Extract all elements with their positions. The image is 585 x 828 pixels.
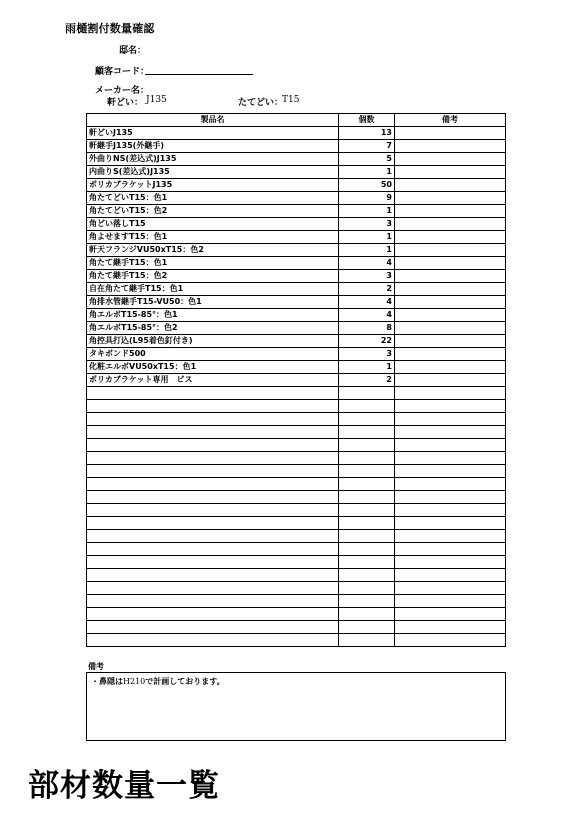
remarks-cell bbox=[395, 270, 506, 283]
remarks-cell bbox=[395, 296, 506, 309]
remarks-cell bbox=[395, 153, 506, 166]
product-name-cell: 角エルボT15-85°：色1 bbox=[87, 309, 339, 322]
remarks-cell bbox=[395, 543, 506, 556]
quantity-cell: 7 bbox=[339, 140, 395, 153]
product-name-cell: 自在角たて継手T15：色1 bbox=[87, 283, 339, 296]
table-row-empty bbox=[87, 491, 506, 504]
remarks-cell bbox=[395, 569, 506, 582]
product-name-cell bbox=[87, 556, 339, 569]
remarks-cell bbox=[395, 426, 506, 439]
maker-label: メーカー名： bbox=[95, 86, 149, 96]
notes-text-prefix: ・鼻隠は bbox=[91, 677, 123, 686]
quantity-cell bbox=[339, 439, 395, 452]
quantity-cell: 4 bbox=[339, 309, 395, 322]
table-row-empty bbox=[87, 530, 506, 543]
remarks-cell bbox=[395, 127, 506, 140]
remarks-cell bbox=[395, 374, 506, 387]
notes-text-value: H210 bbox=[123, 677, 146, 686]
quantity-cell: 1 bbox=[339, 231, 395, 244]
table-row-empty bbox=[87, 621, 506, 634]
table-row-empty bbox=[87, 504, 506, 517]
table-row bbox=[87, 322, 506, 335]
header-remarks: 備考 bbox=[395, 114, 506, 127]
product-name-cell: 角控具打込(L95着色釘付き) bbox=[87, 335, 339, 348]
quantity-cell: 22 bbox=[339, 335, 395, 348]
remarks-cell bbox=[395, 400, 506, 413]
table-row bbox=[87, 257, 506, 270]
quantity-cell: 1 bbox=[339, 205, 395, 218]
quantity-cell: 4 bbox=[339, 257, 395, 270]
quantity-cell bbox=[339, 621, 395, 634]
remarks-cell bbox=[395, 517, 506, 530]
quantity-cell: 1 bbox=[339, 166, 395, 179]
quantity-cell bbox=[339, 478, 395, 491]
product-name-cell: 内曲りS(差込式)J135 bbox=[87, 166, 339, 179]
product-name-cell: 角よせますT15：色1 bbox=[87, 231, 339, 244]
remarks-cell bbox=[395, 192, 506, 205]
quantity-cell bbox=[339, 608, 395, 621]
downspout-label: たてどい： bbox=[238, 98, 284, 108]
quantity-cell bbox=[339, 517, 395, 530]
quantity-cell: 8 bbox=[339, 322, 395, 335]
table-row bbox=[87, 218, 506, 231]
product-name-cell: 軒天フランジVU50xT15：色2 bbox=[87, 244, 339, 257]
remarks-cell bbox=[395, 218, 506, 231]
product-name-cell: 軒どいJ135 bbox=[87, 127, 339, 140]
quantity-cell bbox=[339, 543, 395, 556]
product-name-cell: 軒継手J135(外継手) bbox=[87, 140, 339, 153]
table-row-empty bbox=[87, 569, 506, 582]
product-name-cell: ポリカブラケット専用 ビス bbox=[87, 374, 339, 387]
document-title: 雨樋割付数量確認 bbox=[65, 22, 155, 35]
quantity-cell bbox=[339, 634, 395, 647]
remarks-cell bbox=[395, 413, 506, 426]
table-row-empty bbox=[87, 387, 506, 400]
product-name-cell bbox=[87, 530, 339, 543]
product-name-cell bbox=[87, 465, 339, 478]
notes-text-suffix: で計画しております。 bbox=[145, 677, 225, 686]
product-name-cell bbox=[87, 452, 339, 465]
remarks-cell bbox=[395, 257, 506, 270]
table-row bbox=[87, 153, 506, 166]
product-name-cell: 外曲りNS(差込式)J135 bbox=[87, 153, 339, 166]
product-name-cell bbox=[87, 478, 339, 491]
downspout-value: T15 bbox=[282, 95, 300, 105]
table-row bbox=[87, 270, 506, 283]
header-quantity: 個数 bbox=[339, 114, 395, 127]
quantity-cell bbox=[339, 491, 395, 504]
remarks-cell bbox=[395, 231, 506, 244]
page-caption: 部材数量一覧 bbox=[28, 768, 220, 804]
quantity-cell bbox=[339, 413, 395, 426]
remarks-cell bbox=[395, 595, 506, 608]
product-name-cell bbox=[87, 387, 339, 400]
remarks-cell bbox=[395, 309, 506, 322]
product-name-cell bbox=[87, 504, 339, 517]
remarks-cell bbox=[395, 205, 506, 218]
table-row-empty bbox=[87, 478, 506, 491]
table-row-empty bbox=[87, 582, 506, 595]
remarks-cell bbox=[395, 608, 506, 621]
quantity-cell: 3 bbox=[339, 348, 395, 361]
product-name-cell bbox=[87, 491, 339, 504]
notes-label: 備考 bbox=[88, 662, 104, 671]
product-name-cell bbox=[87, 426, 339, 439]
quantity-cell: 13 bbox=[339, 127, 395, 140]
header-product-name: 製品名 bbox=[87, 114, 339, 127]
quantity-cell bbox=[339, 595, 395, 608]
product-name-cell: タキボンド500 bbox=[87, 348, 339, 361]
table-row bbox=[87, 205, 506, 218]
table-row bbox=[87, 244, 506, 257]
product-name-cell: ポリカブラケットJ135 bbox=[87, 179, 339, 192]
product-name-cell: 角たて継手T15：色2 bbox=[87, 270, 339, 283]
product-name-cell: 角たてどいT15：色1 bbox=[87, 192, 339, 205]
eaves-gutter-value: J135 bbox=[146, 95, 167, 105]
quantity-cell: 2 bbox=[339, 374, 395, 387]
quantity-cell: 50 bbox=[339, 179, 395, 192]
product-name-cell: 角エルボT15-85°：色2 bbox=[87, 322, 339, 335]
product-name-cell bbox=[87, 543, 339, 556]
quantity-cell bbox=[339, 569, 395, 582]
parts-table bbox=[86, 113, 506, 647]
table-row-empty bbox=[87, 400, 506, 413]
quantity-cell: 1 bbox=[339, 361, 395, 374]
remarks-cell bbox=[395, 452, 506, 465]
table-row-empty bbox=[87, 413, 506, 426]
table-row bbox=[87, 296, 506, 309]
product-name-cell bbox=[87, 569, 339, 582]
table-row-empty bbox=[87, 517, 506, 530]
table-row bbox=[87, 192, 506, 205]
quantity-cell: 9 bbox=[339, 192, 395, 205]
product-name-cell bbox=[87, 608, 339, 621]
remarks-cell bbox=[395, 556, 506, 569]
notes-box bbox=[86, 672, 506, 741]
table-row-empty bbox=[87, 608, 506, 621]
table-row-empty bbox=[87, 543, 506, 556]
remarks-cell bbox=[395, 387, 506, 400]
table-row-empty bbox=[87, 556, 506, 569]
quantity-cell bbox=[339, 582, 395, 595]
table-row-empty bbox=[87, 452, 506, 465]
quantity-cell: 3 bbox=[339, 270, 395, 283]
table-row-empty bbox=[87, 465, 506, 478]
quantity-cell: 1 bbox=[339, 244, 395, 257]
quantity-cell: 3 bbox=[339, 218, 395, 231]
table-row bbox=[87, 361, 506, 374]
table-row bbox=[87, 179, 506, 192]
quantity-cell bbox=[339, 530, 395, 543]
table-row bbox=[87, 283, 506, 296]
remarks-cell bbox=[395, 283, 506, 296]
table-row-empty bbox=[87, 439, 506, 452]
table-row bbox=[87, 140, 506, 153]
product-name-cell: 角どい落しT15 bbox=[87, 218, 339, 231]
customer-code-underline bbox=[145, 64, 253, 75]
remarks-cell bbox=[395, 244, 506, 257]
product-name-cell bbox=[87, 595, 339, 608]
remarks-cell bbox=[395, 179, 506, 192]
table-header-row bbox=[87, 114, 506, 127]
table-row bbox=[87, 335, 506, 348]
quantity-cell: 2 bbox=[339, 283, 395, 296]
remarks-cell bbox=[395, 166, 506, 179]
remarks-cell bbox=[395, 478, 506, 491]
table-row bbox=[87, 166, 506, 179]
remarks-cell bbox=[395, 621, 506, 634]
table-row bbox=[87, 309, 506, 322]
notes-text bbox=[91, 676, 225, 687]
quantity-cell bbox=[339, 452, 395, 465]
remarks-cell bbox=[395, 439, 506, 452]
remarks-cell bbox=[395, 491, 506, 504]
eaves-gutter-label: 軒どい： bbox=[107, 98, 144, 108]
site-name-label: 邸名： bbox=[119, 46, 147, 56]
customer-code-label: 顧客コード： bbox=[95, 67, 150, 77]
quantity-cell: 5 bbox=[339, 153, 395, 166]
quantity-cell bbox=[339, 556, 395, 569]
product-name-cell: 角たて継手T15：色1 bbox=[87, 257, 339, 270]
remarks-cell bbox=[395, 140, 506, 153]
product-name-cell: 角たてどいT15：色2 bbox=[87, 205, 339, 218]
quantity-cell bbox=[339, 504, 395, 517]
table-row bbox=[87, 231, 506, 244]
quantity-cell bbox=[339, 426, 395, 439]
table-row-empty bbox=[87, 595, 506, 608]
product-name-cell: 化粧エルボVU50xT15：色1 bbox=[87, 361, 339, 374]
remarks-cell bbox=[395, 322, 506, 335]
product-name-cell bbox=[87, 517, 339, 530]
remarks-cell bbox=[395, 530, 506, 543]
table-row bbox=[87, 348, 506, 361]
quantity-cell bbox=[339, 465, 395, 478]
remarks-cell bbox=[395, 465, 506, 478]
product-name-cell bbox=[87, 582, 339, 595]
remarks-cell bbox=[395, 348, 506, 361]
quantity-cell bbox=[339, 387, 395, 400]
product-name-cell: 角排水管継手T15-VU50：色1 bbox=[87, 296, 339, 309]
table-row bbox=[87, 374, 506, 387]
remarks-cell bbox=[395, 504, 506, 517]
quantity-cell: 4 bbox=[339, 296, 395, 309]
table-row bbox=[87, 127, 506, 140]
remarks-cell bbox=[395, 361, 506, 374]
remarks-cell bbox=[395, 335, 506, 348]
product-name-cell bbox=[87, 634, 339, 647]
product-name-cell bbox=[87, 413, 339, 426]
remarks-cell bbox=[395, 582, 506, 595]
product-name-cell bbox=[87, 621, 339, 634]
table-row-empty bbox=[87, 634, 506, 647]
remarks-cell bbox=[395, 634, 506, 647]
table-row-empty bbox=[87, 426, 506, 439]
quantity-cell bbox=[339, 400, 395, 413]
product-name-cell bbox=[87, 439, 339, 452]
product-name-cell bbox=[87, 400, 339, 413]
